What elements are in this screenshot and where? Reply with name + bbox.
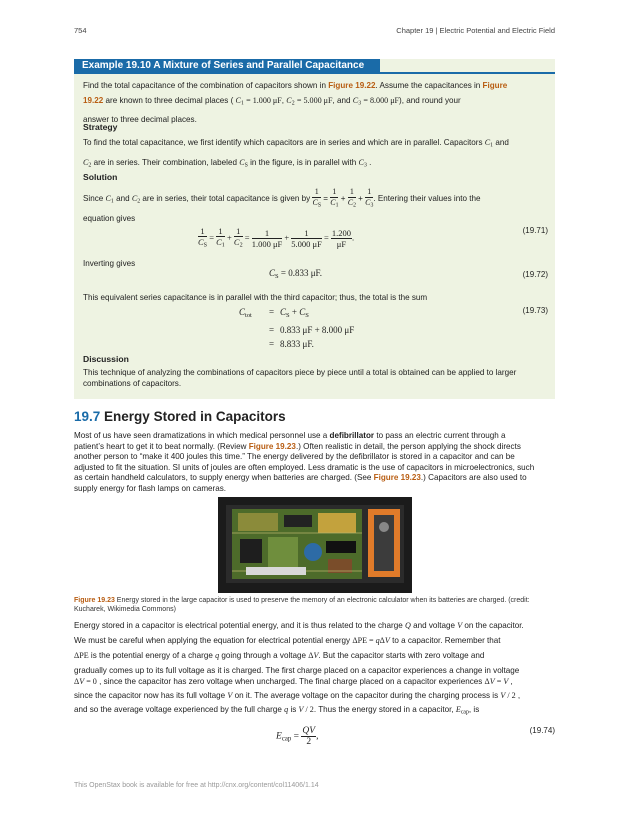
equation-number: (19.72) — [522, 270, 548, 279]
figure-caption: Figure 19.23 Energy stored in the large capacitor is used to preserve the memory of an electronic calculator when its batteries are charged. (credit: Kucharek, Wikimedia Commons) — [74, 597, 530, 613]
equation-19-71: $\frac{1}{C_S}$ = $\frac{1}{C_1}$ + $\frac{1}{C_2}$ = $\frac{1}{1.000 \mu F}$ + $\frac{1}{5.000 \mu F}$ = $\frac{1.200}{\mu F}$ . — [198, 226, 355, 249]
section-paragraph: Most of us have seen dramatizations in which medical personnel use a defibrillator to pass an electric current through a patient’s heart to get it to beat normally. (Review Figure 19.23.) Often realistic in detail, the person applying the shock directs another person to “make it 400 joules this time.” The energy delivered by the defibrillator is stored in a capacitor and can be adjusted to fit the situation. SI units of joules are often employed. Less dramatic is the use of capacitors in microelectronics, such as certain handheld calculators, to supply energy when batteries are charged. (See Figure 19.23.) Capacitors are also used to supply energy for flash lamps on cameras. — [74, 431, 535, 493]
inverting-text: Inverting gives — [83, 259, 136, 268]
section-heading: 19.7 Energy Stored in Capacitors — [74, 409, 286, 424]
running-header: Chapter 19 | Electric Potential and Electric Field — [396, 26, 555, 35]
discussion-heading: Discussion — [83, 354, 129, 364]
energy-line-3: ΔPE is the potential energy of a charge q going through a voltage ΔV. But the capacitor starts with zero voltage and — [74, 651, 485, 660]
solution-text: Since $C_1$ and $C_2$ are in series, their total capacitance is given by $\frac{1}{C_S}$ = $\frac{1}{C_1}$ + $\frac{1}{C_2}$ + $\frac{1}{C_3}$ . Entering their values into the — [83, 187, 481, 209]
strategy-heading: Strategy — [83, 122, 118, 132]
energy-line-2: We must be careful when applying the equation for electrical potential energy ΔPE = qΔV to a capacitor. Remember that — [74, 636, 501, 645]
example-title: Example 19.10 A Mixture of Series and Parallel Capacitance — [74, 59, 380, 73]
example-title-rule — [74, 72, 555, 74]
energy-line-5: ΔV = 0 , since the capacitor has zero voltage when uncharged. The final charge placed on a capacitor experiences ΔV = V , — [74, 677, 513, 686]
calculator-illustration — [218, 497, 412, 593]
example-intro: Find the total capacitance of the combination of capacitors shown in Figure 19.22. Assume the capacitances in Figure 19.22 are known to three decimal places ( $C_1 = 1.000$ μF, $C_2 = 5.000$ μF, and $C_3 = 8.000$ μF), and round your answer to three decimal places. — [83, 81, 508, 124]
footer-text: This OpenStax book is available for free at http://cnx.org/content/col11406/1.14 — [74, 782, 319, 789]
parallel-text: This equivalent series capacitance is in parallel with the third capacitor; thus, the total is the sum — [83, 293, 428, 302]
page-number: 754 — [74, 26, 87, 35]
discussion-text: This technique of analyzing the combinations of capacitors piece by piece until a total is obtained can be applied to larger combinations of capacitors. — [83, 368, 517, 388]
energy-line-1: Energy stored in a capacitor is electrical potential energy, and it is thus related to the charge Q and voltage V on the capacitor. — [74, 621, 524, 630]
energy-line-7: and so the average voltage experienced by the full charge q is V / 2. Thus the energy stored in a capacitor, $E_{cap}$, is — [74, 705, 480, 716]
solution-text-2: equation gives — [83, 214, 136, 223]
solution-heading: Solution — [83, 172, 118, 182]
figure-link[interactable]: Figure — [482, 81, 508, 90]
energy-line-6: since the capacitor now has its full voltage V on it. The average voltage on the capacitor during the charging process is V / 2 , — [74, 691, 521, 700]
equation-19-73: $C_{tot} = C_S + C_S$ = 0.833 μF + 8.000 μF = 8.833 μF. — [239, 307, 355, 349]
equation-19-74: $E_{cap}$ = $\frac{QV}{2}$ , — [276, 726, 319, 747]
equation-number: (19.74) — [529, 726, 555, 735]
calculator-circuit-photo — [218, 497, 412, 593]
figure-link[interactable]: Figure 19.22 — [328, 81, 376, 90]
equation-19-72: $C_S = 0.833$ μF. — [269, 268, 323, 280]
figure-link[interactable]: 19.22 — [83, 96, 104, 105]
energy-line-4: gradually comes up to its full voltage as it is charged. The first charge placed on a capacitor experiences a change in voltage — [74, 666, 520, 675]
strategy-text: To find the total capacitance, we first identify which capacitors are in series and which are in parallel. Capacitors $C_1$ and $C_2$ are in series. Their combination, labeled $C_S$ in the figure, is in parallel with $C_3$ . — [83, 138, 509, 169]
figure-link[interactable]: Figure 19.23 — [248, 441, 296, 451]
equation-number: (19.73) — [522, 306, 548, 315]
equation-number: (19.71) — [522, 226, 548, 235]
figure-link[interactable]: Figure 19.23 — [373, 473, 421, 482]
